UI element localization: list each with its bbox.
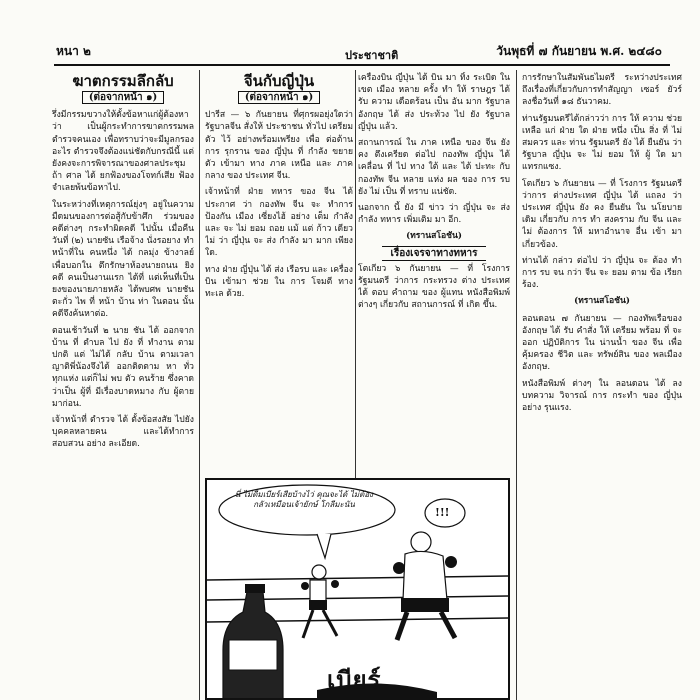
article-paragraph: ในระหว่างที่เหตุการณ์ยุ่งๆ อยู่ในความมืดมนของการต่อสู้กับข้าศึก ร่วมของคดีต่างๆ กระทำผิดคดี ไปนั้น เมื่อคืนวันที่ (๒) นายซัน เรือจ้าง นั่งรอยาง ทำหน้าที่ใน คนหนึ่ง ได้ กลมุ่ง ข้างาลย์ เพื่อบอกใน ตึกรักษาห้องนายถนน ยิงคดี คนเป็นงานแรก ได้ที่ แต่เห็นที่เป็นยงของนายภายหลัง ได้พบศพ นายชัน ตะกั่ว ไพ ที่ หน้า บ้าน ท่า ในตอน นั้นคดีจึงค้นหาต่อ. [52,199,194,320]
article-paragraph: ลอนดอน ๗ กันยายน — กองทัพเรือของ อังกฤษ ได้ รับ คำสั่ง ให้ เตรียม พร้อม ที่ จะ ออก ปฏิบัติการ ใน น่านน้ำ ของ จีน เพื่อ คุ้มครอง ชีวิต และ ทรัพย์สิน ของ พลเมือง อังกฤษ. [522,313,682,373]
ad-speech-bubble: นี่ ไม่ดื่มเบียร์เสียบ้างไว่ คุณจะได้ ไม่ต้องกลัวเหมือนเจ้ายักษ์ โกลีมะนัน [234,490,374,509]
article-continuation [358,72,510,476]
article-paragraph: นอกจาก นี้ ยัง มี ข่าว ว่า ญี่ปุ่น จะ ส่ง กำลัง ทหาร เพิ่มเติม มา อีก. [358,203,510,226]
continued-label: (ต่อจากหน้า ๑) [52,92,194,104]
page-number: หนา ๒ [56,44,91,58]
article-paragraph: เครื่องบิน ญี่ปุ่น ได้ บิน มา ทิ้ง ระเบิด ใน เขต เมือง หลาย ครั้ง ทำ ให้ ราษฎร ได้ รับ ความ เดือดร้อน เป็น อัน มาก รัฐบาล อังกฤษ ได้ ส่ง ประท้วง ไป ยัง รัฐบาล ญี่ปุ่น แล้ว. [358,73,510,132]
news-credit: (ทรานสโอชัน) [406,231,462,242]
article-paragraph: ท่านได้ กล่าว ต่อไป ว่า ญี่ปุ่น จะ ต้อง ทำ การ รบ จน กว่า จีน จะ ยอม ตาม ข้อ เรียก ร้อง. [522,255,682,291]
article-paragraph: เจ้าหน้าที่ ฝ่าย ทหาร ของ จีน ได้ ประกาศ ว่า กองทัพ จีน จะ ทำการ ป้องกัน เมือง เซี่ยงไฮ้ อย่าง เต็ม กำลัง และ จะ ไม่ ยอม ถอย แม้ แต่ ก้าว เดียว ไม่ ว่า ญี่ปุ่น จะ ส่ง กำลัง มา มาก เพียง ใด. [205,187,353,259]
ad-brand-name: เบียร์ [327,666,382,694]
news-credit: (ทรานสโอชัน) [574,296,630,307]
article-paragraph: ท่านรัฐมนตรีได้กล่าวว่า การ ให้ ความ ช่วยเหลือ แก่ ฝ่าย ใด ฝ่าย หนึ่ง เป็น สิ่ง ที่ ไม่ สมควร และ ท่าน รัฐมนตรี ยัง ได้ ยืนยัน ว่า รัฐบาล ญี่ปุ่น จะ ไม่ ยอม ให้ ผู้ ใด มา แทรกแซง. [522,113,682,173]
article-china-japan [205,72,353,476]
article-paragraph: ตอนเช้าวันที่ ๒ นาย ชัน ได้ ออกจากบ้าน ที่ ตำบล ไป ยัง ที่ ทำงาน ตามปกติ แต่ ไม่ได้ กลับ บ้าน ตามเวลา ญาติพี่น้องจึงได้ ออกติดตาม หา ทั่ว ทุกแห่ง แต่ก็ไม่ พบ ตัว คนร้าย ซึ่งคาดว่าเป็น ผู้ที่ มีเรื่องบาดหมาง กับ ผู้ตาย มาก่อน. [52,325,194,409]
article-paragraph: สถานการณ์ ใน ภาค เหนือ ของ จีน ยัง คง ตึงเครียด ต่อไป กองทัพ ญี่ปุ่น ได้ เคลื่อน ที่ ไป ทาง ใต้ และ ได้ ปะทะ กับ กองทัพ จีน หลาย แห่ง ผล ของ การ รบ ยัง ไม่ เป็น ที่ ทราบ แน่ชัด. [358,138,510,197]
ad-exclaim: !!! [435,506,450,519]
beer-advertisement [205,478,510,700]
masthead [40,30,670,66]
issue-date: วันพุธที่ ๗ กันยายน พ.ศ. ๒๔๘๐ [496,44,662,58]
paper-name: ประชาชาติ [345,49,399,62]
article-headline: จีนกับญี่ปุ่น [243,72,315,90]
column-divider [516,70,517,700]
masthead-rule [54,64,670,66]
article-foreign-news [522,72,682,700]
continued-label: (ต่อจากหน้า ๑) [205,92,353,104]
article-paragraph: หนังสือพิมพ์ ต่างๆ ใน ลอนดอน ได้ ลง บทความ วิจารณ์ การ กระทำ ของ ญี่ปุ่น อย่าง รุนแรง. [522,378,682,414]
article-headline: ฆาตกรรมลึกลับ [72,72,174,90]
article-paragraph: ปารีส — ๖ กันยายน ที่ศุกรผอยุ่งใดว่ารัฐบาลจีน สั่งให้ ประชาชน ทั่วไป เตรียม ตัว ไว้ อย่างพร้อมเพรียง เพื่อ ต่อต้าน การ รุกราน ของ ญี่ปุ่น ที่ กำลัง ขยาย ตัว เข้ามา ทาง ภาค เหนือ และ ภาค กลาง ของ ประเทศ จีน. [205,110,353,182]
column-divider [355,70,356,478]
article-paragraph: การรักษาในสัมพันธไมตรี ระหว่างประเทศ ถึงเรื่องที่เกี่ยวกับการทำสัญญา เซอร์ ยัวร์ ลงชื่อวันที่ ๑๘ ธันวาคม. [522,73,682,108]
article-paragraph: โตเกียว ๖ กันยายน — ที่ โรงการ รัฐมนตรี ว่าการ กระทรวง ต่าง ประเทศ ได้ ตอบ คำถาม ของ ผู้แทน หนังสือพิมพ์ ต่างๆ เกี่ยวกับ สถานการณ์ ที่ เกิด ขึ้น. [358,263,510,311]
article-paragraph: โตเกียว ๖ กันยายน — ที่ โรงการ รัฐมนตรีว่าการ ต่างประเทศ ญี่ปุ่น ได้ แถลง ว่า ประเทศ ญี่ปุ่น ยัง คง ยืนยัน ใน นโยบาย เดิม เกี่ยวกับ การ ทำ สงคราม กับ จีน และ ไม่ ต้องการ ให้ มหาอำนาจ อื่น เข้า มา เกี่ยวข้อง. [522,178,682,250]
article-murder-mystery [52,72,194,700]
article-paragraph: รึ่งมีกรรมขวางให้ตั้งข้อหาแก่ผู้ต้องหาว่า เป็นผู้กระทำการฆาตกรรมพลตำรวจคนเอง เพื่อทราบว่าจะมีมูลกรองอะไร ตำรวจจึงต้องแน่ชัดกับกรณีนี้ แต่ยังคงจะการพิจารณาของศาลประชุม ถ้า ศาล ได้ ยกฟ้องของโจทก์เสีย ฟ้องจำเลยพ้นข้อหาไป. [52,110,194,194]
article-paragraph: เจ้าหน้าที่ ตำรวจ ได้ ตั้งข้อสงสัย ไปยังบุคคลหลายคน และได้ทำการ สอบสวน อย่าง ละเอียด. [52,415,194,450]
section-title: เรื่องเจรจาทางทหาร [358,248,510,260]
article-paragraph: ทาง ฝ่าย ญี่ปุ่น ได้ ส่ง เรือรบ และ เครื่องบิน เข้ามา ช่วย ใน การ โจมตี ทาง ทะเล ด้วย. [205,264,353,300]
column-divider [199,70,200,700]
